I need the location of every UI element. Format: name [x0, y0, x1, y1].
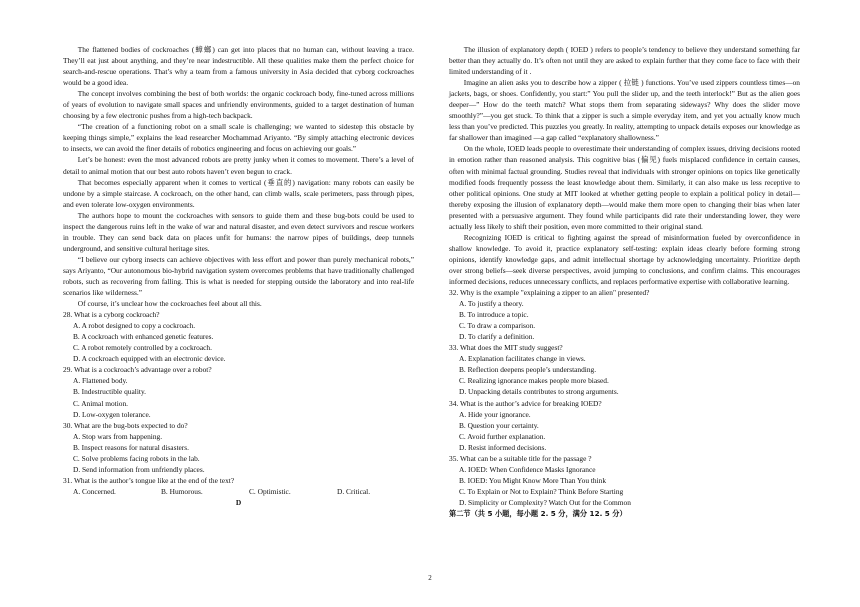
- option-a[interactable]: A. Flattened body.: [73, 376, 128, 386]
- passage-d-paragraph-2: Imagine an alien asks you to describe how a zipper ( 拉链 ) functions. You’ve used zippers countless times—on jackets, bags, or shoes. Confidently, you start:” You pull the slider up, and the teeth interlock!” But as the alien goes deeper—” How do the teeth match? What stops them from separating sideways? Why does the slider move smoothly?”—you get stuck. To think that a zipper is such a simple everyday item, and yet you actually know much less than you’ve predicted. This puzzles you greatly. In reality, attempting to unpack details exposes our knowledge as far shallower than imagined —a gap called “explanatory shallowness.”: [449, 78, 800, 143]
- question-29: [63, 364, 414, 419]
- question-stem: 34. What is the author’s advice for breaking IOED?: [449, 398, 602, 408]
- question-30: [63, 420, 414, 475]
- option-c[interactable]: C. To draw a comparison.: [459, 321, 536, 331]
- option-c[interactable]: C. Optimistic.: [249, 486, 291, 496]
- option-a[interactable]: A. IOED: When Confidence Masks Ignorance: [459, 464, 596, 474]
- option-b[interactable]: B. A cockroach with enhanced genetic features.: [73, 332, 214, 342]
- option-c[interactable]: C. Avoid further explanation.: [459, 431, 546, 441]
- option-b[interactable]: B. Reflection deepens people’s understanding.: [459, 365, 597, 375]
- option-d[interactable]: D. Send information from unfriendly places.: [73, 464, 205, 474]
- option-a[interactable]: A. Explanation facilitates change in views.: [459, 354, 586, 364]
- option-c[interactable]: C. To Explain or Not to Explain? Think Before Starting: [459, 486, 624, 496]
- question-28: [63, 309, 414, 364]
- question-stem: 33. What does the MIT study suggest?: [449, 343, 563, 353]
- option-a[interactable]: A. To justify a theory.: [459, 299, 524, 309]
- question-stem: 32. Why is the example "explaining a zipper to an alien" presented?: [449, 288, 650, 298]
- option-row: [73, 486, 414, 497]
- option-b[interactable]: B. To introduce a topic.: [459, 310, 529, 320]
- option-b[interactable]: B. IOED: You Might Know More Than You think: [459, 475, 607, 485]
- option-c[interactable]: C. Solve problems facing robots in the lab.: [73, 453, 200, 463]
- option-d[interactable]: D. Critical.: [337, 486, 371, 496]
- passage-c-paragraph-8: Of course, it’s unclear how the cockroaches feel about all this.: [77, 299, 262, 309]
- option-d[interactable]: D. To clarify a definition.: [459, 332, 535, 342]
- option-a[interactable]: A. A robot designed to copy a cockroach.: [73, 321, 196, 331]
- right-column: [449, 44, 800, 519]
- question-33: [449, 342, 800, 397]
- page-number: 2: [428, 574, 432, 582]
- passage-d-paragraph-4: Recognizing IOED is critical to fighting against the spread of misinformation fueled by overconfidence in shallow knowledge. To avoid it, practice explanatory self-testing: explain ideas clearly before forming strong opinions, identify knowledge gaps, and admit intellectual shortage by acknowledging uncertainty. Prioritize depth over strong beliefs—seek diverse perspectives, avoid jumping to conclusions, and confirm claims. This encourages informed decisions, reduces unnecessary conflicts, and replaces performative expertise with collaborative learning.: [449, 232, 800, 286]
- question-stem: 29. What is a cockroach’s advantage over a robot?: [63, 365, 212, 375]
- option-a[interactable]: A. Stop wars from happening.: [73, 431, 163, 441]
- passage-c-paragraph-6: The authors hope to mount the cockroaches with sensors to guide them and these bug-bots could be used to inspect the dangerous ruins left in the wake of war and natural disaster, and even detect survivors and rescue workers in trouble. They can send back data on places unfit for humans: the narrow pipes of buildings, deep tunnels underground, and sensitive cultural heritage sites.: [63, 210, 414, 253]
- option-d[interactable]: D. Resist informed decisions.: [459, 442, 547, 452]
- passage-c-paragraph-4: Let’s be honest: even the most advanced robots are pretty junky when it comes to movement. There’s a level of detail to animal motion that our best auto robots haven’t even begun to crack.: [63, 155, 414, 176]
- question-31: [63, 475, 414, 497]
- question-stem: 28. What is a cyborg cockroach?: [63, 310, 160, 320]
- passage-c-paragraph-1: The flattened bodies of cockroaches (蟑螂) can get into places that no human can, without leaving a trace. They’ll eat just about anything, and they’re near indestructible. All these qualities make them the perfect choice for search-and-rescue operations. That’s why a team from a famous university in Asia decided that cyborg cockroaches would be a good idea.: [63, 45, 414, 88]
- question-32: [449, 287, 800, 342]
- option-a[interactable]: A. Hide your ignorance.: [459, 409, 531, 419]
- passage-d-paragraph-1: The illusion of explanatory depth ( IOED ) refers to people’s tendency to believe they understand something far better than they actually do. It’s often not until they are asked to explain further that they come face to face with their limited understanding of it .: [449, 45, 800, 77]
- question-stem: 35. What can be a suitable title for the passage ?: [449, 453, 592, 463]
- passage-c-paragraph-3: “The creation of a functioning robot on a small scale is challenging; we wanted to sidestep this obstacle by keeping things simple,” explains the lead researcher Mochammad Ariyanto. “By simply attaching electronic devices to insects, we can avoid the finer details of robotics engineering and focus on achieving our goals.”: [63, 122, 414, 154]
- option-c[interactable]: C. Realizing ignorance makes people more biased.: [459, 376, 609, 386]
- question-stem: 31. What is the author’s tongue like at the end of the text?: [63, 475, 235, 485]
- question-35: [449, 453, 800, 508]
- option-b[interactable]: B. Humorous.: [161, 486, 203, 496]
- option-a[interactable]: A. Concerned.: [73, 486, 116, 496]
- option-d[interactable]: D. A cockroach equipped with an electronic device.: [73, 354, 226, 364]
- option-d[interactable]: D. Low-oxygen tolerance.: [73, 409, 151, 419]
- passage-c-paragraph-7: “I believe our cyborg insects can achieve objectives with less effort and power than purely mechanical robots,” says Ariyanto, “Our autonomous bio-hybrid navigation system overcomes problems that have traditionally challenged robots, such as recovering from falling. This is what is needed for stepping outside the laboratory and into real-life scenarios like wilderness.”: [63, 254, 414, 298]
- passage-c-paragraph-5: That becomes especially apparent when it comes to vertical (垂直的) navigation: many robots can easily be undone by a simple staircase. A cockroach, on the other hand, can climb walls, scale perimeters, pass through pipes, and even tolerate low-oxygen environments.: [63, 177, 414, 209]
- question-34: [449, 398, 800, 453]
- option-b[interactable]: B. Question your certainty.: [459, 420, 539, 430]
- passage-d-label: D: [235, 497, 242, 507]
- passage-c-paragraph-2: The concept involves combining the best of both worlds: the organic cockroach body, fine-tuned across millions of years of evolution to navigate small spaces and unfriendly environments, guided to a target destination of human choosing by a few electronic pushes from a high-tech backpack.: [63, 89, 414, 121]
- question-stem: 30. What are the bug-bots expected to do?: [63, 420, 188, 430]
- section-two-heading: 第二节（共 5 小题，每小题 2. 5 分，满分 12. 5 分）: [449, 508, 627, 518]
- passage-d-paragraph-3: On the whole, IOED leads people to overestimate their understanding of complex issues, driving decisions rooted in emotion rather than reasoned analysis. This cognitive bias (偏见) fuels misplaced confidence in certain causes, often with minimal factual grounding. Studies reveal that individuals with stronger opinions on topics like genetically modified foods frequently possess the least knowledge about them. Similarly, it can also make us less receptive to other political opinions. One study at MIT looked at whether getting people to explain a political policy in detail—thereby exposing the illusion of explanatory depth—would make them more open to changing their bias when later presented with a persuasive argument. They found while participants did rate their understanding lower, they were actually less likely to shift their position, even more committed to their original stand.: [449, 144, 800, 231]
- left-column: [63, 44, 414, 508]
- option-d[interactable]: D. Unpacking details contributes to strong arguments.: [459, 387, 619, 397]
- option-b[interactable]: B. Indestructible quality.: [73, 387, 146, 397]
- option-d[interactable]: D. Simplicity or Complexity? Watch Out for the Common: [459, 497, 631, 507]
- option-c[interactable]: C. Animal motion.: [73, 398, 129, 408]
- option-c[interactable]: C. A robot remotely controlled by a cockroach.: [73, 343, 212, 353]
- option-b[interactable]: B. Inspect reasons for natural disasters.: [73, 442, 189, 452]
